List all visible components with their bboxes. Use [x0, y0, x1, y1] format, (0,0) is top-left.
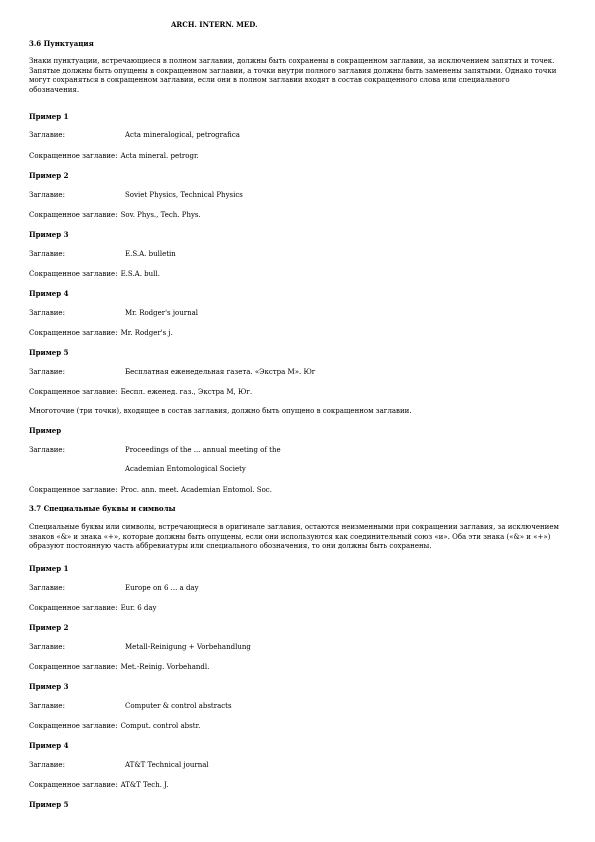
- example-title: Пример 5: [29, 348, 69, 357]
- abbr-title-label: Сокращенное заглавие:: [29, 781, 118, 789]
- abbr-title-line: [29, 210, 204, 220]
- example-title: Пример 2: [29, 623, 69, 632]
- abbr-title-label: Сокращенное заглавие:: [29, 604, 118, 612]
- abbr-title-line: [29, 780, 172, 790]
- section-3-7-paragraph: Специальные буквы или символы, встречающиеся в оригинале заглавия, остаются неизменными при сокращении заглавия, за исключением знаков «&» и знака «+», которые должны быть опущены, если они используются как соединительный союз «и». Оба эти знака («&» и «+») образуют постоянную часть аббревиатуры или специального обозначения, то они должны быть сохранены.: [29, 523, 559, 550]
- abbr-title-label: Сокращенное заглавие:: [29, 663, 118, 671]
- abbr-title-value: Mr. Rodger's j.: [120, 329, 173, 337]
- running-header: ARCH. INTERN. MED.: [171, 20, 258, 29]
- abbr-title-value: E.S.A. bull.: [120, 270, 160, 278]
- example-title: Пример 3: [29, 682, 69, 691]
- abbr-title-line: [29, 387, 255, 397]
- section-3-6-paragraph: Знаки пунктуации, встречающиеся в полном заглавии, должны быть сохранены в сокращенном заглавии, за исключением запятых и точек. Запятые должны быть опущены в сокращенном заглавии, а точки внутри полного заглавия должны быть заменены запятыми. Однако точки могут сохраняться в сокращенном заглавии, если они в полном заглавии входят в состав сокращенного слова или специального обозначения.: [29, 57, 557, 94]
- abbr-title-line: [29, 328, 176, 338]
- abbr-title-line: [29, 151, 202, 161]
- example-title: Пример 2: [29, 171, 69, 180]
- full-title-value: Бесплатная еженедельная газета. «Экстра М». Юг: [125, 368, 316, 376]
- full-title-label: Заглавие:: [29, 643, 65, 651]
- full-title-label: Заглавие:: [29, 446, 65, 454]
- full-title-label: Заглавие:: [29, 250, 65, 258]
- full-title-value: Europe on 6 ... a day: [125, 584, 199, 592]
- abbr-title-value: Acta mineral. petrogr.: [120, 152, 199, 160]
- abbr-title-line: [29, 485, 275, 495]
- example-title: Пример 1: [29, 112, 69, 121]
- abbr-title-value: Беспл. еженед. газ., Экстра М, Юг.: [120, 388, 253, 396]
- abbr-title-value: Sov. Phys., Tech. Phys.: [120, 211, 201, 219]
- abbr-title-line: [29, 603, 160, 613]
- full-title-value-continued: Academian Entomological Society: [125, 465, 246, 473]
- example-title: Пример 1: [29, 564, 69, 573]
- full-title-label: Заглавие:: [29, 131, 65, 139]
- section-title-3-6: 3.6 Пунктуация: [29, 39, 94, 48]
- abbr-title-line: [29, 662, 212, 672]
- abbr-title-value: AT&T Tech. J.: [120, 781, 169, 789]
- abbr-title-label: Сокращенное заглавие:: [29, 270, 118, 278]
- abbr-title-value: Met.-Reinig. Vorbehandl.: [120, 663, 210, 671]
- full-title-value: Mr. Rodger's journal: [125, 309, 199, 317]
- full-title-value: AT&T Technical journal: [125, 761, 209, 769]
- section-title-3-7: 3.7 Специальные буквы и символы: [29, 504, 176, 513]
- abbr-title-value: Proc. ann. meet. Academian Entomol. Soc.: [120, 486, 272, 494]
- abbr-title-label: Сокращенное заглавие:: [29, 329, 118, 337]
- example-title: Пример 4: [29, 289, 69, 298]
- abbr-title-line: [29, 721, 203, 731]
- full-title-value: Computer & control abstracts: [125, 702, 232, 710]
- abbr-title-value: Comput. control abstr.: [120, 722, 201, 730]
- abbr-title-label: Сокращенное заглавие:: [29, 486, 118, 494]
- full-title-value: Acta mineralogical, petrografica: [125, 131, 240, 139]
- ellipsis-rule-paragraph: Многоточие (три точки), входящее в состав заглавия, должно быть опущено в сокращенном заглавии.: [29, 407, 412, 415]
- full-title-value: E.S.A. bulletin: [125, 250, 176, 258]
- full-title-label: Заглавие:: [29, 584, 65, 592]
- full-title-label: Заглавие:: [29, 702, 65, 710]
- example-title: Пример: [29, 426, 62, 435]
- abbr-title-value: Eur. 6 day: [120, 604, 157, 612]
- abbr-title-label: Сокращенное заглавие:: [29, 152, 118, 160]
- example-title: Пример 4: [29, 741, 69, 750]
- full-title-label: Заглавие:: [29, 191, 65, 199]
- example-title: Пример 5: [29, 800, 69, 809]
- full-title-label: Заглавие:: [29, 761, 65, 769]
- abbr-title-label: Сокращенное заглавие:: [29, 722, 118, 730]
- full-title-label: Заглавие:: [29, 368, 65, 376]
- full-title-value: Soviet Physics, Technical Physics: [125, 191, 243, 199]
- full-title-value: Metall-Reinigung + Vorbehandlung: [125, 643, 251, 651]
- abbr-title-label: Сокращенное заглавие:: [29, 211, 118, 219]
- example-title: Пример 3: [29, 230, 69, 239]
- abbr-title-line: [29, 269, 163, 279]
- abbr-title-label: Сокращенное заглавие:: [29, 388, 118, 396]
- full-title-label: Заглавие:: [29, 309, 65, 317]
- full-title-value: Proceedings of the ... annual meeting of the: [125, 446, 281, 454]
